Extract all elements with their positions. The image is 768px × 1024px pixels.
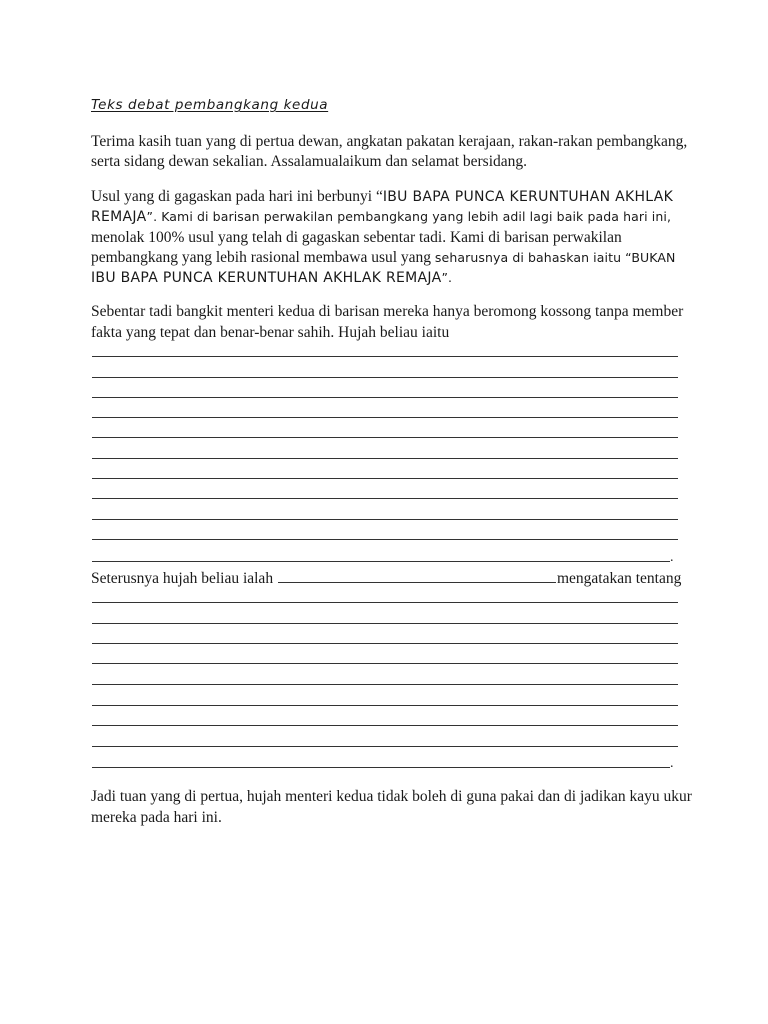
para2-line3: menolak 100% usul yang telah di gagaskan sebentar tadi. Kami di barisan perwakilan (91, 229, 622, 246)
answer-line-1[interactable] (92, 356, 678, 357)
answer-line-3[interactable] (92, 397, 678, 398)
para2-line4-a: pembangkang yang lebih rasional membawa usul yang (91, 249, 435, 266)
answer-line-12[interactable] (92, 602, 678, 603)
para2-line1-a: Usul yang di gagaskan pada hari ini berbunyi “ (91, 188, 383, 205)
para1-line2: serta sidang dewan sekalian. Assalamualaikum dan selamat bersidang. (91, 153, 528, 170)
answer-line-7[interactable] (92, 478, 678, 479)
para2-line1 (91, 187, 673, 207)
answer-line-6[interactable] (92, 458, 678, 459)
para2-line4-b: seharusnya di bahaskan iaitu “BUKAN (434, 250, 676, 265)
answer-line-20[interactable] (92, 767, 670, 768)
document-title: Teks debat pembangkang kedua (91, 97, 329, 113)
answer-line-13[interactable] (92, 623, 678, 624)
para2-line5-a: IBU BAPA PUNCA KERUNTUHAN AKHLAK REMAJA (91, 270, 442, 286)
section1-end-mark: . (670, 550, 674, 565)
para3-line2: fakta yang tepat dan benar-benar sahih. Hujah beliau iaitu (91, 324, 450, 341)
para2-line1-b: IBU BAPA PUNCA KERUNTUHAN AKHLAK (382, 189, 674, 205)
answer-line-19[interactable] (92, 746, 678, 747)
para5-line2: mereka pada hari ini. (91, 809, 222, 826)
answer-line-4[interactable] (92, 417, 678, 418)
answer-line-2[interactable] (92, 377, 678, 378)
para4-line (91, 569, 681, 589)
section2-end-mark: . (670, 756, 674, 771)
answer-line-18[interactable] (92, 725, 678, 726)
answer-line-9[interactable] (92, 519, 678, 520)
inline-answer-blank[interactable] (278, 569, 556, 583)
para2-line5 (91, 268, 452, 288)
answer-line-5[interactable] (92, 437, 678, 438)
para4-prefix: Seterusnya hujah beliau ialah (91, 570, 274, 587)
para4-suffix: mengatakan tentang (556, 570, 682, 587)
para2-line2-a: REMAJA (91, 209, 147, 225)
para2-line2-b: ”. Kami di barisan perwakilan pembangkang yang lebih adil lagi baik pada hari ini, (146, 209, 672, 224)
answer-line-15[interactable] (92, 663, 678, 664)
para2-line2 (91, 207, 671, 227)
answer-line-11[interactable] (92, 561, 670, 562)
answer-line-14[interactable] (92, 643, 678, 644)
para2-line5-b: ”. (441, 270, 453, 285)
para5-line1: Jadi tuan yang di pertua, hujah menteri kedua tidak boleh di guna pakai dan di jadikan kayu ukur (91, 788, 692, 805)
para1-line1: Terima kasih tuan yang di pertua dewan, angkatan pakatan kerajaan, rakan-rakan pembangkang, (91, 133, 688, 150)
answer-line-10[interactable] (92, 539, 678, 540)
para2-line4 (91, 248, 675, 268)
answer-line-17[interactable] (92, 705, 678, 706)
answer-line-16[interactable] (92, 684, 678, 685)
answer-line-8[interactable] (92, 498, 678, 499)
para3-line1: Sebentar tadi bangkit menteri kedua di barisan mereka hanya beromong kossong tanpa member (91, 303, 684, 320)
